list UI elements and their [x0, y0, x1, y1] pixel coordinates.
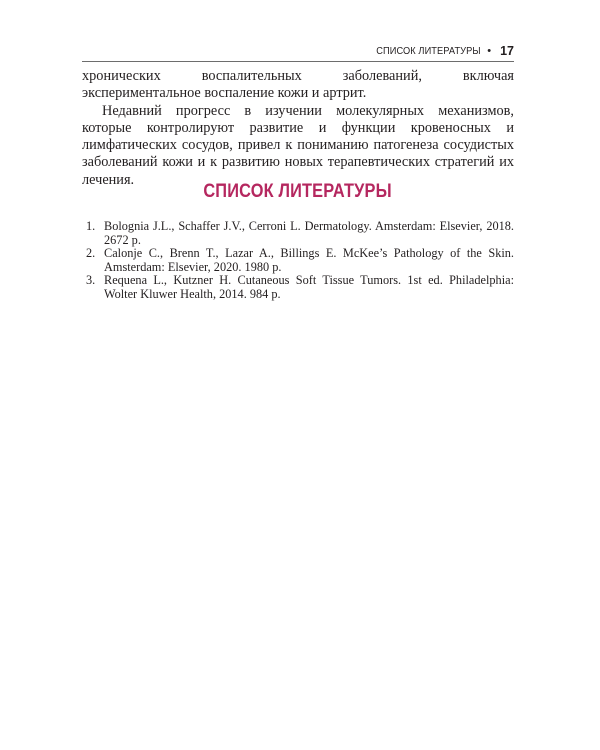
reference-number: 2.: [86, 246, 96, 261]
section-heading: [82, 180, 514, 204]
reference-text: Requena L., Kutzner H. Cutaneous Soft Tissue Tumors. 1st ed. Philadelphia: Wolter Kluwer Health, 2014. 984 p.: [104, 273, 514, 301]
reference-number: 1.: [86, 219, 96, 233]
paragraph-continuation: хронических воспалительных заболеваний, включая экспериментальное воспаление кожи и артрит.: [82, 68, 514, 102]
reference-item: [82, 220, 514, 247]
section-heading-text: СПИСОК ЛИТЕРАТУРЫ: [203, 181, 393, 202]
reference-item: [82, 247, 514, 274]
reference-text: Calonje C., Brenn T., Lazar A., Billings E. McKee’s Pathology of the Skin. Amsterdam: Elsevier, 2020. 1980 p.: [104, 246, 514, 274]
body-text: [82, 68, 514, 189]
reference-number: 3.: [86, 273, 96, 288]
bullet-separator-icon: •: [487, 45, 492, 57]
page-number: 17: [500, 44, 514, 58]
paragraph: Недавний прогресс в изучении молекулярных механизмов, которые контролируют развитие и функции кровеносных и лимфатических сосудов, привел к пониманию патогенеза сосудистых заболеваний кожи и к развитию новых терапевтических стратегий их лечения.: [82, 102, 514, 188]
header-rule-divider: [82, 61, 514, 62]
reference-list: [82, 220, 514, 302]
running-title: СПИСОК ЛИТЕРАТУРЫ: [375, 45, 481, 57]
running-header: [362, 43, 514, 59]
reference-text: Bolognia J.L., Schaffer J.V., Cerroni L. Dermatology. Amsterdam: Elsevier, 2018. 2672 p.: [104, 219, 514, 247]
reference-item: [82, 274, 514, 301]
